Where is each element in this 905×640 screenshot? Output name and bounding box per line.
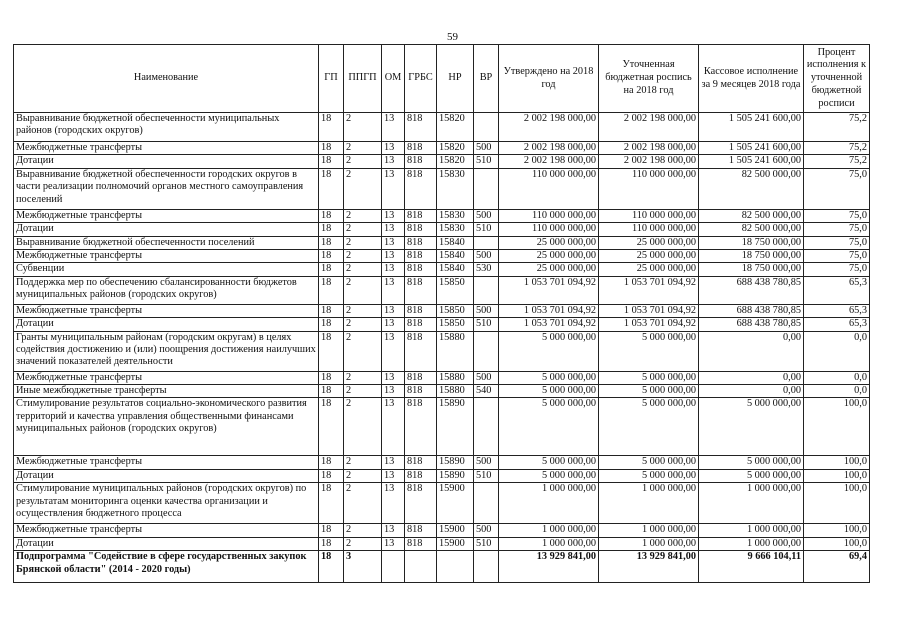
cell-om: 13	[382, 209, 405, 222]
cell-gp: 18	[319, 113, 344, 142]
cell-om: 13	[382, 155, 405, 168]
table-row	[14, 263, 870, 276]
table-row	[14, 318, 870, 331]
cell-pct: 69,4	[804, 551, 870, 583]
cell-nr: 15890	[437, 398, 474, 456]
cell-approved: 5 000 000,00	[499, 456, 599, 469]
cell-om: 13	[382, 223, 405, 236]
cell-ppgp: 3	[344, 551, 382, 583]
cell-name: Стимулирование результатов социально-экономического развития территорий и качества управления общественными финансами муниципальных районов (городских округов)	[14, 398, 319, 456]
cell-gp: 18	[319, 209, 344, 222]
cell-gp: 18	[319, 398, 344, 456]
cell-vr: 510	[474, 155, 499, 168]
table-row	[14, 276, 870, 304]
cell-nr	[437, 551, 474, 583]
cell-name: Стимулирование муниципальных районов (городских округов) по результатам мониторинга оценки качества организации и осуществления бюджетного процесса	[14, 483, 319, 524]
cell-cash: 688 438 780,85	[699, 304, 804, 317]
cell-pct: 75,2	[804, 142, 870, 155]
cell-vr: 530	[474, 263, 499, 276]
cell-gp: 18	[319, 537, 344, 550]
cell-pct: 75,0	[804, 236, 870, 249]
cell-refined: 110 000 000,00	[599, 209, 699, 222]
cell-refined: 25 000 000,00	[599, 250, 699, 263]
cell-vr: 510	[474, 223, 499, 236]
cell-cash: 82 500 000,00	[699, 223, 804, 236]
cell-cash: 0,00	[699, 371, 804, 384]
cell-name: Выравнивание бюджетной обеспеченности поселений	[14, 236, 319, 249]
cell-grbs: 818	[405, 456, 437, 469]
cell-approved: 1 000 000,00	[499, 537, 599, 550]
cell-ppgp: 2	[344, 456, 382, 469]
cell-pct: 75,0	[804, 223, 870, 236]
cell-grbs: 818	[405, 263, 437, 276]
cell-grbs: 818	[405, 304, 437, 317]
budget-table	[13, 44, 870, 583]
cell-approved: 2 002 198 000,00	[499, 155, 599, 168]
cell-name: Дотации	[14, 469, 319, 482]
cell-name: Дотации	[14, 223, 319, 236]
table-row	[14, 371, 870, 384]
cell-cash: 1 505 241 600,00	[699, 142, 804, 155]
cell-name: Межбюджетные трансферты	[14, 209, 319, 222]
cell-pct: 0,0	[804, 385, 870, 398]
cell-approved: 110 000 000,00	[499, 223, 599, 236]
cell-cash: 688 438 780,85	[699, 276, 804, 304]
cell-pct: 75,0	[804, 209, 870, 222]
cell-approved: 13 929 841,00	[499, 551, 599, 583]
cell-approved: 25 000 000,00	[499, 250, 599, 263]
cell-refined: 5 000 000,00	[599, 385, 699, 398]
cell-pct: 100,0	[804, 483, 870, 524]
cell-nr: 15830	[437, 209, 474, 222]
cell-grbs: 818	[405, 209, 437, 222]
cell-nr: 15830	[437, 168, 474, 209]
cell-ppgp: 2	[344, 236, 382, 249]
cell-approved: 110 000 000,00	[499, 168, 599, 209]
cell-refined: 1 053 701 094,92	[599, 304, 699, 317]
cell-refined: 5 000 000,00	[599, 456, 699, 469]
cell-grbs	[405, 551, 437, 583]
table-row	[14, 209, 870, 222]
table-row	[14, 469, 870, 482]
cell-vr: 500	[474, 371, 499, 384]
cell-cash: 5 000 000,00	[699, 456, 804, 469]
cell-ppgp: 2	[344, 113, 382, 142]
cell-ppgp: 2	[344, 223, 382, 236]
cell-grbs: 818	[405, 236, 437, 249]
cell-grbs: 818	[405, 318, 437, 331]
cell-pct: 65,3	[804, 276, 870, 304]
table-row	[14, 385, 870, 398]
cell-om: 13	[382, 371, 405, 384]
column-header: Процент исполнения к уточненной бюджетной росписи	[804, 45, 870, 113]
cell-pct: 75,2	[804, 113, 870, 142]
cell-approved: 1 053 701 094,92	[499, 304, 599, 317]
cell-refined: 1 053 701 094,92	[599, 276, 699, 304]
cell-om: 13	[382, 385, 405, 398]
cell-approved: 1 000 000,00	[499, 524, 599, 537]
cell-nr: 15840	[437, 263, 474, 276]
cell-om: 13	[382, 304, 405, 317]
cell-nr: 15890	[437, 469, 474, 482]
cell-pct: 75,0	[804, 168, 870, 209]
cell-vr: 500	[474, 456, 499, 469]
cell-vr	[474, 236, 499, 249]
cell-pct: 75,0	[804, 250, 870, 263]
cell-om: 13	[382, 318, 405, 331]
page-number: 59	[447, 31, 458, 43]
cell-refined: 5 000 000,00	[599, 469, 699, 482]
table-row	[14, 524, 870, 537]
cell-gp: 18	[319, 223, 344, 236]
cell-cash: 1 505 241 600,00	[699, 155, 804, 168]
cell-om: 13	[382, 537, 405, 550]
cell-refined: 110 000 000,00	[599, 223, 699, 236]
cell-cash: 18 750 000,00	[699, 250, 804, 263]
cell-refined: 5 000 000,00	[599, 398, 699, 456]
table-row	[14, 304, 870, 317]
cell-nr: 15880	[437, 331, 474, 371]
cell-gp: 18	[319, 371, 344, 384]
cell-om	[382, 551, 405, 583]
cell-nr: 15900	[437, 483, 474, 524]
cell-nr: 15820	[437, 113, 474, 142]
column-header: НР	[437, 45, 474, 113]
cell-refined: 5 000 000,00	[599, 371, 699, 384]
cell-refined: 1 000 000,00	[599, 537, 699, 550]
cell-gp: 18	[319, 168, 344, 209]
table-row	[14, 113, 870, 142]
cell-cash: 0,00	[699, 331, 804, 371]
cell-vr: 500	[474, 142, 499, 155]
cell-cash: 82 500 000,00	[699, 168, 804, 209]
cell-refined: 1 000 000,00	[599, 524, 699, 537]
cell-nr: 15830	[437, 223, 474, 236]
cell-name: Дотации	[14, 155, 319, 168]
cell-ppgp: 2	[344, 263, 382, 276]
cell-cash: 18 750 000,00	[699, 236, 804, 249]
cell-vr	[474, 331, 499, 371]
cell-om: 13	[382, 331, 405, 371]
cell-ppgp: 2	[344, 276, 382, 304]
cell-gp: 18	[319, 304, 344, 317]
column-header: ГРБС	[405, 45, 437, 113]
cell-pct: 65,3	[804, 318, 870, 331]
cell-grbs: 818	[405, 142, 437, 155]
cell-approved: 1 053 701 094,92	[499, 276, 599, 304]
cell-gp: 18	[319, 142, 344, 155]
cell-cash: 1 000 000,00	[699, 524, 804, 537]
cell-vr: 500	[474, 524, 499, 537]
cell-om: 13	[382, 142, 405, 155]
cell-refined: 2 002 198 000,00	[599, 155, 699, 168]
cell-approved: 5 000 000,00	[499, 331, 599, 371]
cell-gp: 18	[319, 385, 344, 398]
cell-name: Выравнивание бюджетной обеспеченности муниципальных районов (городских округов)	[14, 113, 319, 142]
cell-gp: 18	[319, 524, 344, 537]
cell-vr	[474, 276, 499, 304]
table-row	[14, 483, 870, 524]
cell-cash: 1 505 241 600,00	[699, 113, 804, 142]
cell-gp: 18	[319, 155, 344, 168]
cell-vr	[474, 113, 499, 142]
cell-cash: 18 750 000,00	[699, 263, 804, 276]
cell-cash: 5 000 000,00	[699, 469, 804, 482]
cell-refined: 110 000 000,00	[599, 168, 699, 209]
cell-approved: 2 002 198 000,00	[499, 113, 599, 142]
cell-refined: 13 929 841,00	[599, 551, 699, 583]
cell-name: Выравнивание бюджетной обеспеченности городских округов в части реализации полномочий органов местного самоуправления поселений	[14, 168, 319, 209]
cell-grbs: 818	[405, 469, 437, 482]
cell-grbs: 818	[405, 398, 437, 456]
cell-grbs: 818	[405, 483, 437, 524]
cell-gp: 18	[319, 276, 344, 304]
cell-approved: 25 000 000,00	[499, 236, 599, 249]
column-header: ОМ	[382, 45, 405, 113]
cell-pct: 100,0	[804, 524, 870, 537]
table-row	[14, 142, 870, 155]
cell-cash: 1 000 000,00	[699, 483, 804, 524]
cell-vr: 500	[474, 304, 499, 317]
cell-gp: 18	[319, 551, 344, 583]
cell-gp: 18	[319, 456, 344, 469]
cell-om: 13	[382, 236, 405, 249]
cell-ppgp: 2	[344, 250, 382, 263]
cell-approved: 2 002 198 000,00	[499, 142, 599, 155]
cell-nr: 15880	[437, 371, 474, 384]
cell-refined: 1 000 000,00	[599, 483, 699, 524]
cell-om: 13	[382, 524, 405, 537]
cell-grbs: 818	[405, 113, 437, 142]
cell-nr: 15900	[437, 537, 474, 550]
cell-pct: 100,0	[804, 469, 870, 482]
cell-vr: 510	[474, 469, 499, 482]
cell-nr: 15820	[437, 142, 474, 155]
cell-refined: 1 053 701 094,92	[599, 318, 699, 331]
cell-grbs: 818	[405, 276, 437, 304]
cell-grbs: 818	[405, 155, 437, 168]
cell-nr: 15890	[437, 456, 474, 469]
cell-pct: 0,0	[804, 331, 870, 371]
cell-name: Межбюджетные трансферты	[14, 304, 319, 317]
cell-pct: 100,0	[804, 456, 870, 469]
cell-vr: 500	[474, 250, 499, 263]
cell-cash: 5 000 000,00	[699, 398, 804, 456]
cell-refined: 2 002 198 000,00	[599, 142, 699, 155]
cell-ppgp: 2	[344, 371, 382, 384]
cell-approved: 25 000 000,00	[499, 263, 599, 276]
cell-approved: 5 000 000,00	[499, 398, 599, 456]
cell-ppgp: 2	[344, 155, 382, 168]
cell-name: Межбюджетные трансферты	[14, 250, 319, 263]
cell-pct: 75,0	[804, 263, 870, 276]
cell-approved: 1 053 701 094,92	[499, 318, 599, 331]
cell-om: 13	[382, 398, 405, 456]
table-row	[14, 250, 870, 263]
cell-om: 13	[382, 168, 405, 209]
table-row	[14, 551, 870, 583]
table-row	[14, 456, 870, 469]
cell-gp: 18	[319, 331, 344, 371]
cell-grbs: 818	[405, 385, 437, 398]
cell-ppgp: 2	[344, 469, 382, 482]
cell-grbs: 818	[405, 223, 437, 236]
table-row	[14, 223, 870, 236]
cell-vr: 510	[474, 318, 499, 331]
cell-refined: 5 000 000,00	[599, 331, 699, 371]
cell-grbs: 818	[405, 168, 437, 209]
table-row	[14, 331, 870, 371]
cell-pct: 100,0	[804, 398, 870, 456]
cell-grbs: 818	[405, 250, 437, 263]
cell-nr: 15850	[437, 318, 474, 331]
table-row	[14, 398, 870, 456]
cell-name: Дотации	[14, 537, 319, 550]
cell-name: Гранты муниципальным районам (городским округам) в целях содействия достижению и (или) поощрения достижения наилучших значений показателей деятельности	[14, 331, 319, 371]
cell-grbs: 818	[405, 537, 437, 550]
cell-om: 13	[382, 250, 405, 263]
column-header: Утверждено на 2018 год	[499, 45, 599, 113]
cell-ppgp: 2	[344, 142, 382, 155]
cell-gp: 18	[319, 250, 344, 263]
cell-name: Дотации	[14, 318, 319, 331]
cell-om: 13	[382, 263, 405, 276]
column-header: ППГП	[344, 45, 382, 113]
cell-name: Иные межбюджетные трансферты	[14, 385, 319, 398]
cell-name: Межбюджетные трансферты	[14, 456, 319, 469]
cell-grbs: 818	[405, 331, 437, 371]
cell-cash: 82 500 000,00	[699, 209, 804, 222]
column-header: Кассовое исполнение за 9 месяцев 2018 года	[699, 45, 804, 113]
table-row	[14, 537, 870, 550]
cell-vr	[474, 398, 499, 456]
cell-ppgp: 2	[344, 524, 382, 537]
cell-ppgp: 2	[344, 537, 382, 550]
cell-nr: 15900	[437, 524, 474, 537]
cell-gp: 18	[319, 469, 344, 482]
cell-pct: 75,2	[804, 155, 870, 168]
cell-ppgp: 2	[344, 304, 382, 317]
cell-name: Субвенции	[14, 263, 319, 276]
cell-refined: 25 000 000,00	[599, 263, 699, 276]
cell-name: Подпрограмма "Содействие в сфере государственных закупок Брянской области" (2014 - 2020 годы)	[14, 551, 319, 583]
cell-name: Межбюджетные трансферты	[14, 524, 319, 537]
cell-cash: 688 438 780,85	[699, 318, 804, 331]
cell-om: 13	[382, 483, 405, 524]
column-header: ГП	[319, 45, 344, 113]
cell-ppgp: 2	[344, 483, 382, 524]
cell-approved: 1 000 000,00	[499, 483, 599, 524]
cell-ppgp: 2	[344, 398, 382, 456]
cell-gp: 18	[319, 318, 344, 331]
table-row	[14, 155, 870, 168]
cell-cash: 9 666 104,11	[699, 551, 804, 583]
cell-vr: 510	[474, 537, 499, 550]
cell-refined: 25 000 000,00	[599, 236, 699, 249]
cell-pct: 100,0	[804, 537, 870, 550]
cell-approved: 5 000 000,00	[499, 385, 599, 398]
cell-nr: 15880	[437, 385, 474, 398]
cell-approved: 5 000 000,00	[499, 371, 599, 384]
cell-grbs: 818	[405, 371, 437, 384]
cell-name: Межбюджетные трансферты	[14, 371, 319, 384]
cell-gp: 18	[319, 483, 344, 524]
cell-vr	[474, 551, 499, 583]
cell-name: Поддержка мер по обеспечению сбалансированности бюджетов муниципальных районов (городских округов)	[14, 276, 319, 304]
cell-pct: 0,0	[804, 371, 870, 384]
column-header: ВР	[474, 45, 499, 113]
cell-ppgp: 2	[344, 168, 382, 209]
cell-om: 13	[382, 456, 405, 469]
cell-nr: 15850	[437, 276, 474, 304]
cell-pct: 65,3	[804, 304, 870, 317]
cell-ppgp: 2	[344, 318, 382, 331]
cell-om: 13	[382, 469, 405, 482]
cell-ppgp: 2	[344, 209, 382, 222]
table-row	[14, 236, 870, 249]
column-header: Уточненная бюджетная роспись на 2018 год	[599, 45, 699, 113]
cell-ppgp: 2	[344, 331, 382, 371]
cell-grbs: 818	[405, 524, 437, 537]
cell-gp: 18	[319, 236, 344, 249]
table-row	[14, 168, 870, 209]
cell-cash: 1 000 000,00	[699, 537, 804, 550]
cell-refined: 2 002 198 000,00	[599, 113, 699, 142]
cell-approved: 5 000 000,00	[499, 469, 599, 482]
table-header-row	[14, 45, 870, 113]
cell-name: Межбюджетные трансферты	[14, 142, 319, 155]
cell-nr: 15850	[437, 304, 474, 317]
cell-vr	[474, 483, 499, 524]
cell-vr	[474, 168, 499, 209]
cell-vr: 540	[474, 385, 499, 398]
cell-approved: 110 000 000,00	[499, 209, 599, 222]
cell-vr: 500	[474, 209, 499, 222]
cell-cash: 0,00	[699, 385, 804, 398]
column-header: Наименование	[14, 45, 319, 113]
cell-ppgp: 2	[344, 385, 382, 398]
cell-nr: 15820	[437, 155, 474, 168]
cell-nr: 15840	[437, 236, 474, 249]
cell-om: 13	[382, 113, 405, 142]
cell-nr: 15840	[437, 250, 474, 263]
cell-gp: 18	[319, 263, 344, 276]
cell-om: 13	[382, 276, 405, 304]
